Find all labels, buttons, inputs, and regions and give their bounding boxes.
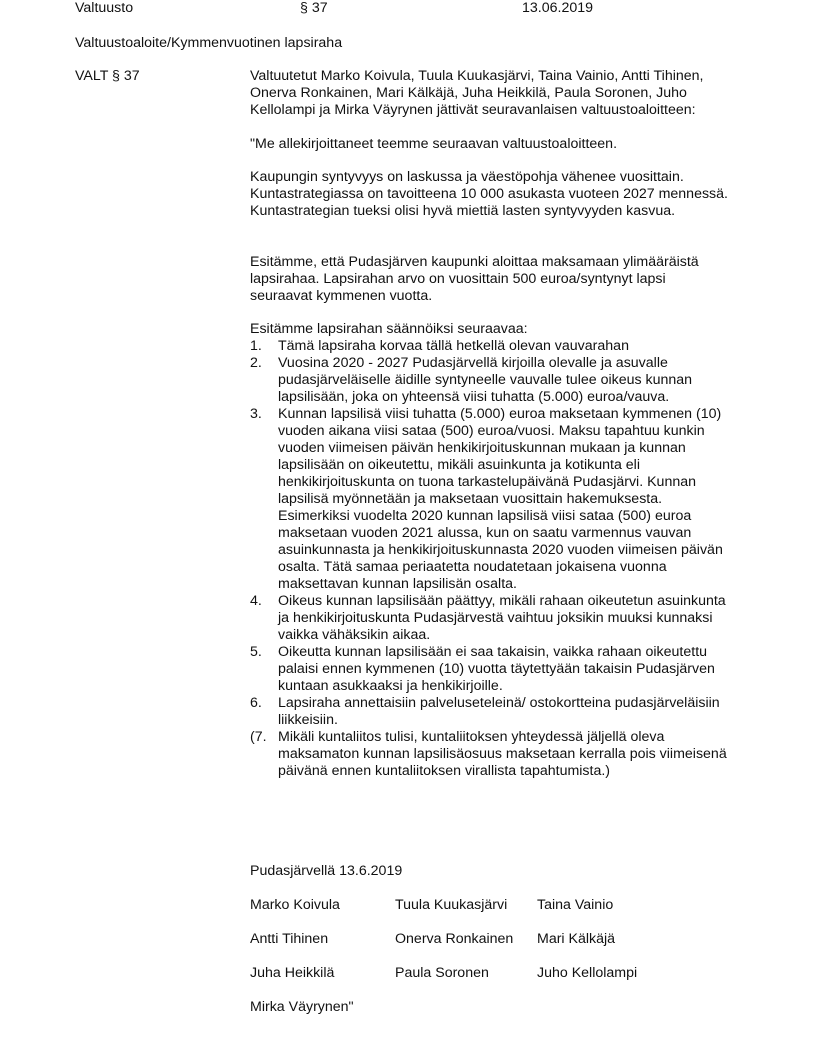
rule-number: 1. (250, 338, 262, 354)
rule-text: Oikeutta kunnan lapsilisään ei saa takaisin, vaikka rahaan oikeutettu palaisi ennen kymmenen (10) vuotta täytettyään takaisin Pudasjärven kuntaan asukkaaksi ja henkikirjoille. (278, 644, 715, 694)
rule-text: Mikäli kuntaliitos tulisi, kuntaliitoksen yhteydessä jäljellä oleva maksamaton kunnan lapsilisäosuus maksetaan kerralla pois viimeisenä päivänä ennen kuntaliitoksen virallista tapahtumista.) (278, 729, 727, 779)
rule-text: Tämä lapsiraha korvaa tällä hetkellä olevan vauvarahan (278, 338, 629, 354)
signature-name: Mari Kälkäjä (537, 931, 616, 947)
signature-name: Antti Tihinen (250, 931, 329, 947)
rule-text: Vuosina 2020 - 2027 Pudasjärvellä kirjoilla olevalle ja asuvalle pudasjärveläiselle äidille syntyneelle vauvalle tulee oikeus kunnan lapsilisään, joka on yhteensä viisi tuhatta (5.000) euroa/vauva. (278, 355, 693, 405)
opening-paragraph: "Me allekirjoittaneet teemme seuraavan valtuustoaloitteen. (250, 136, 618, 152)
item-label: VALT § 37 (75, 68, 140, 84)
rule-item (250, 593, 730, 644)
place-date: Pudasjärvellä 13.6.2019 (250, 863, 403, 879)
intro-paragraph: Valtuutetut Marko Koivula, Tuula Kuukasjärvi, Taina Vainio, Antti Tihinen, Onerva Ronkainen, Mari Kälkäjä, Juha Heikkilä, Paula Soronen, Juho Kellolampi ja Mirka Väyrynen jättivät seuravanlaisen valtuustoaloitteen: (250, 68, 704, 118)
document-title: Valtuustoaloite/Kymmenvuotinen lapsiraha (75, 35, 343, 51)
header-section: § 37 (300, 0, 328, 16)
birthrate-paragraph: Kaupungin syntyvyys on laskussa ja väestöpohja vähenee vuosittain. Kuntastrategiassa on tavoitteena 10 000 asukasta vuoteen 2027 mennessä. Kuntastrategian tueksi olisi hyvä miettiä lasten syntyvyyden kasvua. (250, 169, 728, 219)
rule-text: Kunnan lapsilisä viisi tuhatta (5.000) euroa maksetaan kymmenen (10) vuoden aikana viisi sataa (500) euroa/vuosi. Maksu tapahtuu kunkin vuoden viimeisen päivän henkikirjoituskunnan mukaan ja kunnan lapsilisään on oikeutettu, mikäli asuinkunta ja kotikunta eli henkikirjoituskunta on tuona tarkastelupäivänä Pudasjärvi. Kunnan lapsilisä myönnetään ja maksetaan vuosittain hakemuksesta. Esimerkiksi vuodelta 2020 kunnan lapsilisä viisi sataa (500) euroa maksetaan vuoden 2021 alussa, kun on saatu varmennus vauvan asuinkunnasta ja henkikirjoituskunnasta 2020 vuoden viimeisen päivän osalta. Tätä samaa periaatetta noudatetaan jokaisena vuonna maksettavan kunnan lapsilisän osalta. (278, 406, 723, 592)
proposal-paragraph: Esitämme, että Pudasjärven kaupunki aloittaa maksamaan ylimääräistä lapsirahaa. Lapsirahan arvo on vuosittain 500 euroa/syntynyt lapsi seuraavat kymmenen vuotta. (250, 254, 699, 304)
signature-name: Onerva Ronkainen (395, 931, 514, 947)
signature-name: Paula Soronen (395, 965, 489, 981)
rule-item (250, 406, 730, 593)
rule-item (250, 338, 730, 355)
rule-number: 4. (250, 593, 262, 609)
rule-number: 2. (250, 355, 262, 371)
signature-name: Tuula Kuukasjärvi (395, 897, 508, 913)
header-body: Valtuusto (75, 0, 134, 16)
header-date: 13.06.2019 (522, 0, 594, 16)
rules-intro: Esitämme lapsirahan säännöiksi seuraavaa: (250, 321, 528, 337)
signature-name: Mirka Väyrynen" (250, 999, 354, 1015)
rules-list (250, 338, 730, 780)
rule-number: 6. (250, 695, 262, 711)
rule-number: (7. (250, 729, 267, 745)
rule-item (250, 729, 730, 780)
rule-number: 3. (250, 406, 262, 422)
rule-item (250, 644, 730, 695)
rule-text: Lapsiraha annettaisiin palveluseteleinä/ ostokortteina pudasjärveläisiin liikkeisiin. (278, 695, 720, 728)
rule-text: Oikeus kunnan lapsilisään päättyy, mikäli rahaan oikeutetun asuinkunta ja henkikirjoituskunta Pudasjärvestä vaihtuu joksikin muuksi kunnaksi vaikka vähäksikin aikaa. (278, 593, 726, 643)
rule-item (250, 355, 730, 406)
rule-number: 5. (250, 644, 262, 660)
signature-name: Marko Koivula (250, 897, 340, 913)
signature-name: Taina Vainio (537, 897, 614, 913)
rule-item (250, 695, 730, 729)
signature-name: Juho Kellolampi (537, 965, 638, 981)
signature-name: Juha Heikkilä (250, 965, 335, 981)
